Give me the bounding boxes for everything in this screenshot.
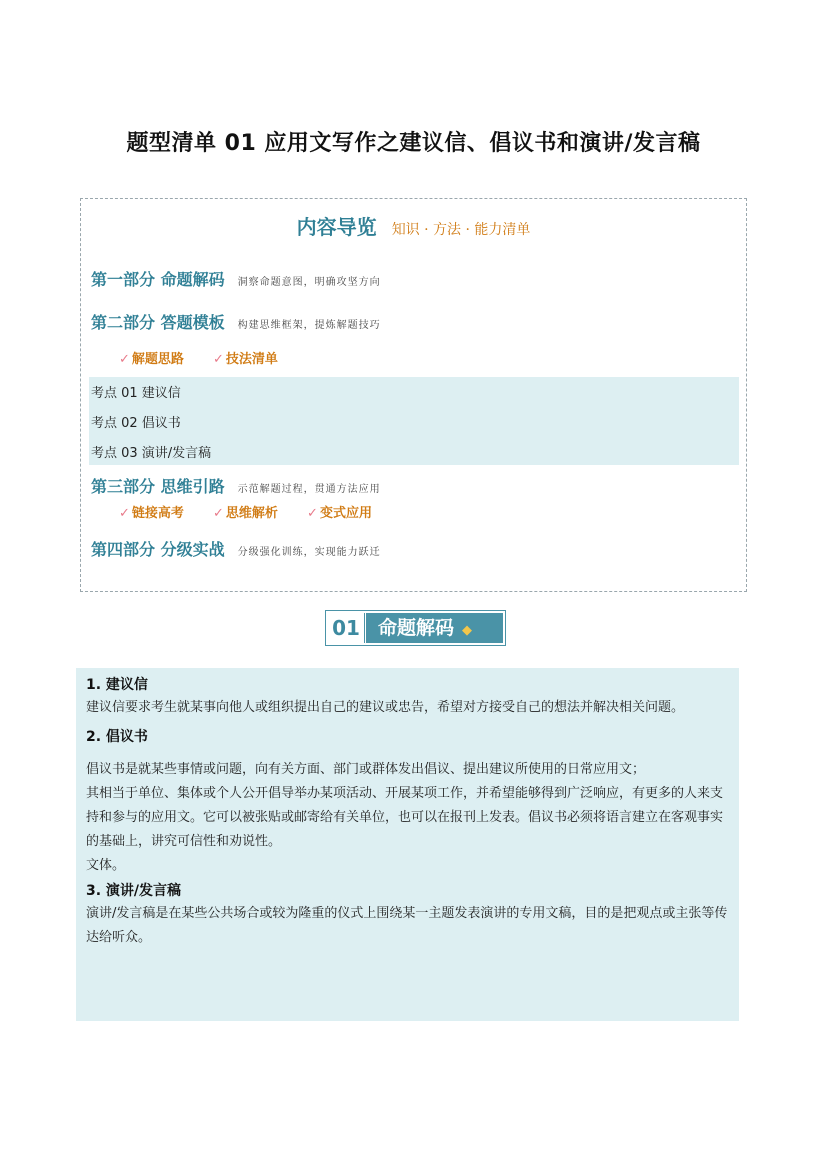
section-badge — [325, 610, 506, 646]
overview-subtitle: 知识 · 方法 · 能力清单 — [391, 222, 531, 238]
check-item: ✓ 思维解析 — [213, 506, 278, 521]
check-icon: ✓ — [213, 506, 224, 521]
check-icon: ✓ — [119, 352, 130, 367]
paragraph: 其相当于单位、集体或个人公开倡导举办某项活动、开展某项工作，并希望能够得到广泛响应，有更多的人来支持和参与的应用文。它可以被张贴或邮寄给有关单位，也可以在报刊上发表。倡议书必须将语言建立在客观事实的基础上，讲究可信性和劝说性。 — [86, 786, 724, 849]
content-overview-box — [80, 198, 747, 592]
part-1-desc: 洞察命题意图，明确攻坚方向 — [237, 277, 381, 288]
check-item: ✓ 变式应用 — [307, 506, 372, 521]
part-1-name: 第一部分 命题解码 — [91, 270, 225, 289]
kaodian-item: 考点 02 倡议书 — [91, 416, 181, 431]
paragraph: 建议信要求考生就某事向他人或组织提出自己的建议或忠告，希望对方接受自己的想法并解决相关问题。 — [86, 700, 685, 715]
check-item: ✓ 技法清单 — [213, 352, 278, 367]
part-2 — [91, 310, 381, 333]
kaodian-item: 考点 03 演讲/发言稿 — [91, 446, 212, 461]
section-number: 01 — [328, 613, 365, 643]
part-3 — [91, 474, 381, 497]
check-icon: ✓ — [307, 506, 318, 521]
section-heading: 2. 倡议书 — [86, 729, 148, 745]
section-label: 命题解码 ◆ — [366, 613, 503, 643]
part-4 — [91, 537, 381, 560]
part-4-desc: 分级强化训练，实现能力跃迁 — [237, 547, 381, 558]
check-item: ✓ 链接高考 — [119, 506, 184, 521]
overview-title: 内容导览 — [296, 215, 377, 239]
part-2-checks — [119, 348, 302, 367]
part-2-name: 第二部分 答题模板 — [91, 313, 225, 332]
part-2-desc: 构建思维框架，提炼解题技巧 — [237, 320, 381, 331]
section-heading: 3. 演讲/发言稿 — [86, 883, 182, 899]
check-icon: ✓ — [119, 506, 130, 521]
section-heading: 1. 建议信 — [86, 677, 148, 693]
check-icon: ✓ — [213, 352, 224, 367]
page-title: 题型清单 01 应用文写作之建议信、倡议书和演讲/发言稿 — [126, 131, 701, 156]
part-4-name: 第四部分 分级实战 — [91, 540, 225, 559]
part-3-checks — [119, 502, 396, 521]
paragraph: 倡议书是就某些事情或问题，向有关方面、部门或群体发出倡议、提出建议所使用的日常应用文； — [86, 762, 646, 777]
check-item: ✓ 解题思路 — [119, 352, 184, 367]
paragraph: 文体。 — [86, 858, 126, 873]
part-3-name: 第三部分 思维引路 — [91, 477, 225, 496]
overview-heading — [81, 211, 746, 240]
kaodian-item: 考点 01 建议信 — [91, 386, 181, 401]
diamond-icon: ◆ — [462, 623, 473, 638]
kaodian-list — [89, 377, 739, 465]
paragraph: 演讲/发言稿是在某些公共场合或较为隆重的仪式上围绕某一主题发表演讲的专用文稿，目的是把观点或主张等传达给听众。 — [86, 906, 728, 945]
part-1 — [91, 267, 381, 290]
part-3-desc: 示范解题过程，贯通方法应用 — [237, 484, 381, 495]
content-box — [76, 668, 739, 1021]
